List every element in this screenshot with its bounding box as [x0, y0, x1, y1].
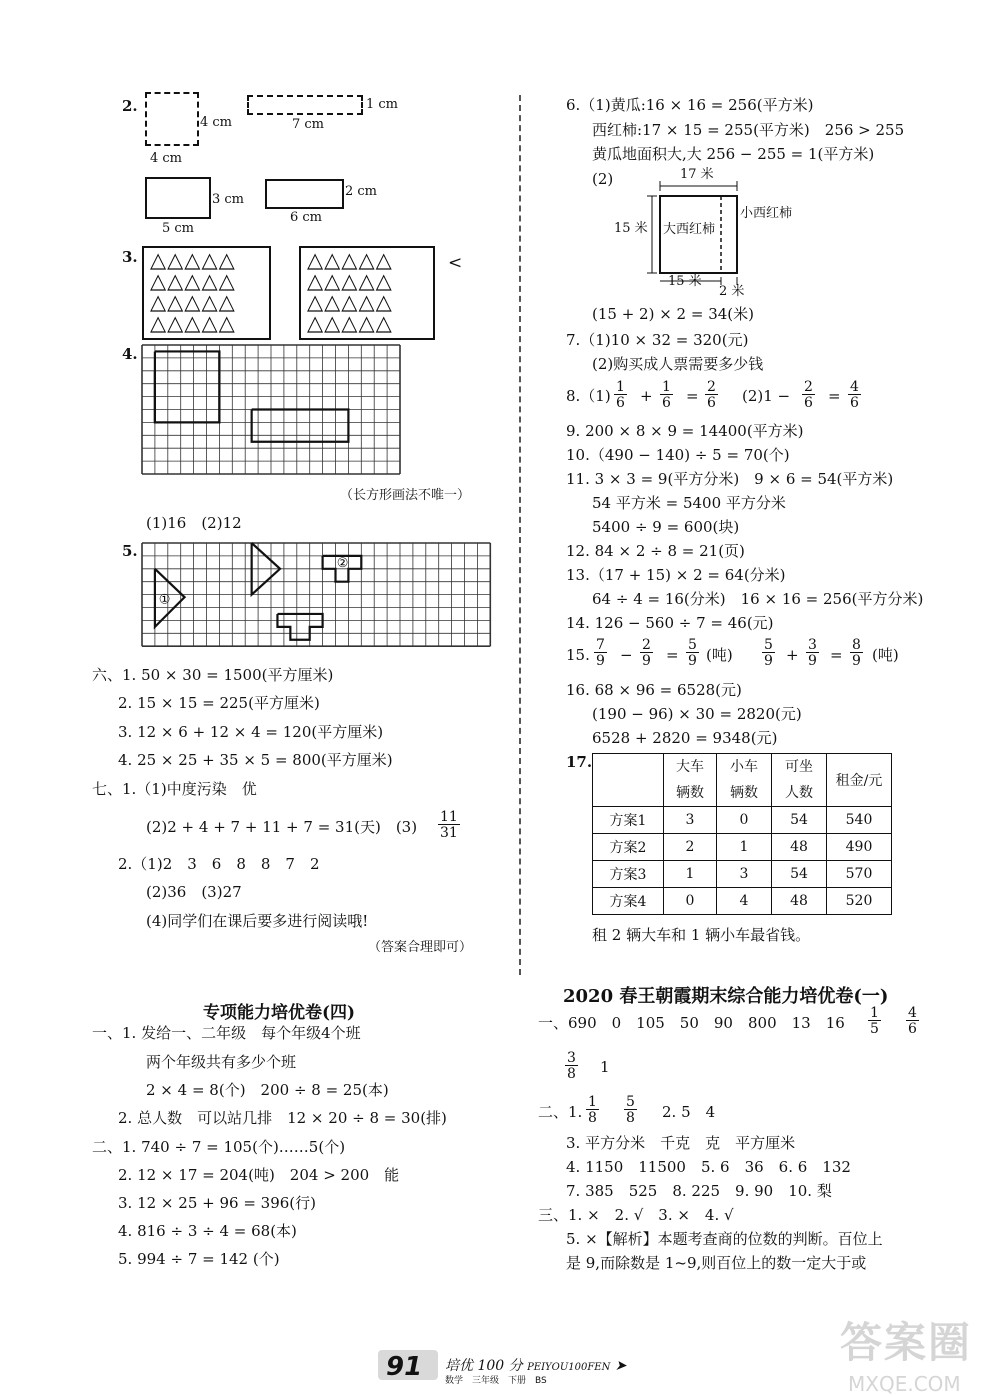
comparison-symbol: <: [448, 253, 463, 273]
rect-6x2: [265, 179, 344, 209]
line: 六、1. 50 × 30 = 1500(平方厘米): [92, 666, 334, 684]
cell: 490: [827, 834, 892, 861]
cell: 540: [827, 807, 892, 834]
fraction: $\frac{5}{9}$: [688, 637, 697, 669]
line: 4. 25 × 25 + 35 × 5 = 800(平方厘米): [118, 751, 393, 769]
label-small: 小西红柿: [740, 206, 793, 221]
note: （答案合理即可）: [368, 940, 473, 955]
minus-sign: −: [620, 646, 633, 664]
column-divider: [519, 95, 521, 975]
cell: 1: [717, 834, 772, 861]
label: 5 cm: [162, 221, 195, 236]
line: 2. 12 × 17 = 204(吨) 204 > 200 能: [118, 1166, 400, 1184]
fraction: $\frac{8}{9}$: [852, 637, 861, 669]
q3-number: 3.: [122, 248, 138, 266]
table-row: [593, 834, 892, 861]
line: 一、1. 发给一、二年级 每个年级4个班: [92, 1024, 361, 1042]
fraction: $\frac{5}{8}$: [626, 1094, 635, 1126]
label: 7 cm: [292, 117, 325, 132]
line: 64 ÷ 4 = 16(分米) 16 × 16 = 256(平方分米): [592, 590, 924, 608]
fraction: $\frac{3}{8}$: [567, 1050, 576, 1082]
cell: 54: [772, 861, 827, 888]
fraction: $\frac{1}{5}$: [870, 1005, 879, 1037]
cell: 3: [664, 807, 717, 834]
line: 5400 ÷ 9 = 600(块): [592, 518, 740, 536]
triangle-box-right: △△△△△ △△△△△ △△△△△ △△△△△: [299, 246, 435, 340]
cell: 3: [717, 861, 772, 888]
line: (190 − 96) × 30 = 2820(元): [592, 705, 802, 723]
section-title: 2020 春王朝霞期末综合能力培优卷(一): [563, 986, 889, 1007]
cell: 570: [827, 861, 892, 888]
line: 黄瓜地面积大,大 256 − 255 = 1(平方米): [592, 145, 875, 163]
q15-number: 15.: [566, 646, 590, 664]
fraction: $\frac{2}{9}$: [642, 637, 651, 669]
fraction: $\frac{1}{6}$: [662, 379, 671, 411]
unit: (吨): [872, 646, 899, 664]
line: 二、1. 740 ÷ 7 = 105(个)……5(个): [92, 1138, 346, 1156]
line: 3. 12 × 25 + 96 = 396(行): [118, 1194, 316, 1212]
fraction: $\frac{4}{6}$: [850, 379, 859, 411]
header-corner: [593, 754, 664, 807]
line: 4. 816 ÷ 3 ÷ 4 = 68(本): [118, 1222, 297, 1240]
plus-sign: +: [640, 387, 653, 405]
line: 54 平方米 = 5400 平方分米: [592, 494, 786, 512]
label: 4 cm: [200, 115, 233, 130]
rect-7x1: [247, 95, 363, 115]
line: (4)同学们在课后要多进行阅读哦!: [146, 912, 369, 930]
cell: 54: [772, 807, 827, 834]
q17-number: 17.: [566, 753, 593, 771]
cell: 48: [772, 888, 827, 915]
line: 3. 12 × 6 + 12 × 4 = 120(平方厘米): [118, 723, 384, 741]
cell: 4: [717, 888, 772, 915]
cell: 方案3: [593, 861, 664, 888]
equals-sign: =: [666, 646, 679, 664]
cell: 520: [827, 888, 892, 915]
line: 2.（1)2 3 6 8 8 7 2: [118, 855, 320, 873]
rental-table: [592, 753, 892, 915]
value: 1: [600, 1058, 610, 1076]
line: 13.（17 + 15) × 2 = 64(分米): [566, 566, 786, 584]
q8-prefix: 8.（1): [566, 387, 611, 405]
line: 七、1.（1)中度污染 优: [92, 780, 257, 798]
fraction: $\frac{1}{6}$: [616, 379, 625, 411]
line: 2. 15 × 15 = 225(平方厘米): [118, 694, 320, 712]
q5-number: 5.: [122, 542, 138, 560]
label-big: 大西红柿: [663, 222, 716, 237]
cell: 1: [664, 861, 717, 888]
cell: 方案4: [593, 888, 664, 915]
brand-name: 培优 100 分 PEIYOU100FEN ➤: [445, 1358, 627, 1374]
q4-note: （长方形画法不唯一）: [340, 488, 471, 503]
rect-5x3: [145, 177, 211, 219]
line: 5. 994 ÷ 7 = 142 (个): [118, 1250, 280, 1268]
cell: 0: [717, 807, 772, 834]
cell: 方案1: [593, 807, 664, 834]
label: 3 cm: [212, 192, 245, 207]
line: 是 9,而除数是 1~9,则百位上的数一定大于或: [566, 1254, 867, 1272]
line: (2)36 (3)27: [146, 883, 242, 901]
fraction: $\frac{2}{6}$: [707, 379, 716, 411]
line: 西红柿:17 × 15 = 255(平方米) 256 > 255: [592, 121, 905, 139]
line: 2. 总人数 可以站几排 12 × 20 ÷ 8 = 30(排): [118, 1109, 447, 1127]
line: 9. 200 × 8 × 9 = 14400(平方米): [566, 422, 804, 440]
header-cell: 可坐 人数: [772, 754, 827, 807]
q4-answer: (1)16 (2)12: [146, 514, 242, 532]
fraction: $\frac{4}{6}$: [908, 1005, 917, 1037]
cell: 0: [664, 888, 717, 915]
fraction: $\frac{7}{9}$: [596, 637, 605, 669]
line: 6.（1)黄瓜:16 × 16 = 256(平方米): [566, 96, 814, 114]
line: 7. 385 525 8. 225 9. 90 10. 梨: [566, 1182, 832, 1200]
equals-sign: =: [828, 387, 841, 405]
table-row: [593, 861, 892, 888]
line: (2)2 + 4 + 7 + 11 + 7 = 31(天) (3): [146, 818, 418, 836]
label: 4 cm: [150, 151, 183, 166]
table-row: [593, 807, 892, 834]
line: 2. 5 4: [662, 1103, 716, 1121]
line: 两个年级共有多少个班: [146, 1053, 297, 1071]
line: (15 + 2) × 2 = 34(米): [592, 305, 754, 323]
fraction: $\frac{5}{9}$: [764, 637, 773, 669]
table-row: [593, 888, 892, 915]
line: 2 × 4 = 8(个) 200 ÷ 8 = 25(本): [146, 1081, 389, 1099]
label: 1 cm: [366, 97, 399, 112]
header-cell: 租金/元: [827, 754, 892, 807]
label: 6 cm: [290, 210, 323, 225]
line: 一、690 0 105 50 90 800 13 16: [538, 1014, 845, 1032]
section-title: 专项能力培优卷(四): [203, 1003, 356, 1023]
line: 10.（490 − 140) ÷ 5 = 70(个): [566, 446, 790, 464]
cell: 2: [664, 834, 717, 861]
line: (2)购买成人票需要多少钱: [592, 355, 764, 373]
fraction: $\frac{3}{9}$: [808, 637, 817, 669]
label-bottom: 15 米: [668, 274, 702, 289]
header-cell: 小车 辆数: [717, 754, 772, 807]
line: 16. 68 × 96 = 6528(元): [566, 681, 742, 699]
q8-part2: (2)1 −: [742, 387, 791, 405]
line: 6528 + 2820 = 9348(元): [592, 729, 778, 747]
shape-label-2: ②: [336, 555, 349, 571]
line: 11. 3 × 3 = 9(平方分米) 9 × 6 = 54(平方米): [566, 470, 894, 488]
line: 3. 平方分米 千克 克 平方厘米: [566, 1134, 796, 1152]
book-info: 数学 三年级 下册 BS: [445, 1376, 547, 1386]
label-top: 17 米: [680, 167, 714, 182]
watermark-logo: 答案圈 MXQE.COM: [840, 1318, 973, 1396]
square-4cm: [145, 92, 199, 146]
line: 5. ×【解析】本题考查商的位数的判断。百位上: [566, 1230, 883, 1248]
cell: 48: [772, 834, 827, 861]
grid-q5: [142, 543, 492, 655]
q4-number: 4.: [122, 345, 138, 363]
fraction-11-31: $\frac{11}{31}$: [440, 809, 458, 841]
unit: (吨): [706, 646, 733, 664]
page-number: 91: [386, 1352, 423, 1382]
plus-sign: +: [786, 646, 799, 664]
equals-sign: =: [686, 387, 699, 405]
label: 2 cm: [345, 184, 378, 199]
equals-sign: =: [830, 646, 843, 664]
line: 二、1.: [538, 1103, 583, 1121]
line: 三、1. × 2. √ 3. × 4. √: [538, 1206, 734, 1224]
q2-number: 2.: [122, 97, 138, 115]
fraction: $\frac{1}{8}$: [588, 1094, 597, 1126]
label-left: 15 米: [614, 221, 648, 236]
line: 14. 126 − 560 ÷ 7 = 46(元): [566, 614, 774, 632]
triangle-box-left: △△△△△ △△△△△ △△△△△ △△△△△: [142, 246, 271, 340]
header-cell: 大车 辆数: [664, 754, 717, 807]
grid-q4: [142, 345, 400, 475]
cell: 方案2: [593, 834, 664, 861]
line: 12. 84 × 2 ÷ 8 = 21(页): [566, 542, 745, 560]
label-corner: 2 米: [719, 284, 745, 299]
fraction: $\frac{2}{6}$: [804, 379, 813, 411]
shape-label-1: ①: [158, 592, 171, 608]
table-header-row: [593, 754, 892, 807]
line: 4. 1150 11500 5. 6 36 6. 6 132: [566, 1158, 851, 1176]
line: (2): [592, 170, 614, 188]
q17-conclusion: 租 2 辆大车和 1 辆小车最省钱。: [592, 926, 811, 944]
line: 7.（1)10 × 32 = 320(元): [566, 331, 749, 349]
